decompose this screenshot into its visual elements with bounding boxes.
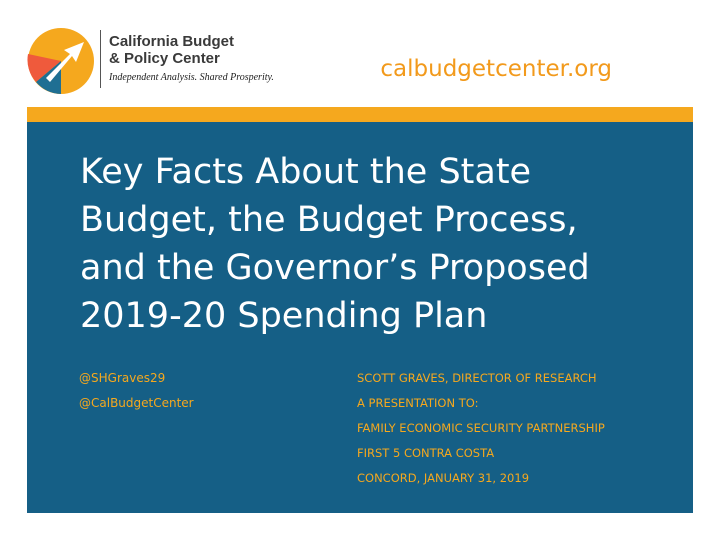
title-line: Key Facts About the State — [80, 152, 532, 192]
presentation-to-line: A PRESENTATION TO: — [357, 396, 479, 410]
title-line: Budget, the Budget Process, — [80, 200, 578, 240]
twitter-handle-org[interactable]: @CalBudgetCenter — [79, 396, 194, 410]
presentation-details — [357, 371, 605, 496]
slide-title — [80, 148, 660, 340]
audience-line: FIRST 5 CONTRA COSTA — [357, 446, 495, 460]
title-line: 2019-20 Spending Plan — [80, 296, 488, 336]
social-handles — [79, 371, 194, 421]
logo-divider — [100, 30, 101, 88]
audience-line: FAMILY ECONOMIC SECURITY PARTNERSHIP — [357, 421, 605, 435]
org-tagline: Independent Analysis. Shared Prosperity. — [109, 72, 274, 83]
logo-icon — [26, 26, 96, 96]
org-name — [109, 33, 234, 67]
orange-accent-bar — [27, 107, 693, 122]
title-line: and the Governor’s Proposed — [80, 248, 590, 288]
location-date-line: CONCORD, JANUARY 31, 2019 — [357, 471, 530, 485]
org-name-line2: & Policy Center — [109, 50, 220, 67]
org-name-line1: California Budget — [109, 33, 235, 50]
website-link[interactable]: calbudgetcenter.org — [380, 56, 612, 82]
twitter-handle-author[interactable]: @SHGraves29 — [79, 371, 166, 385]
presenter-line: SCOTT GRAVES, DIRECTOR OF RESEARCH — [357, 371, 597, 385]
